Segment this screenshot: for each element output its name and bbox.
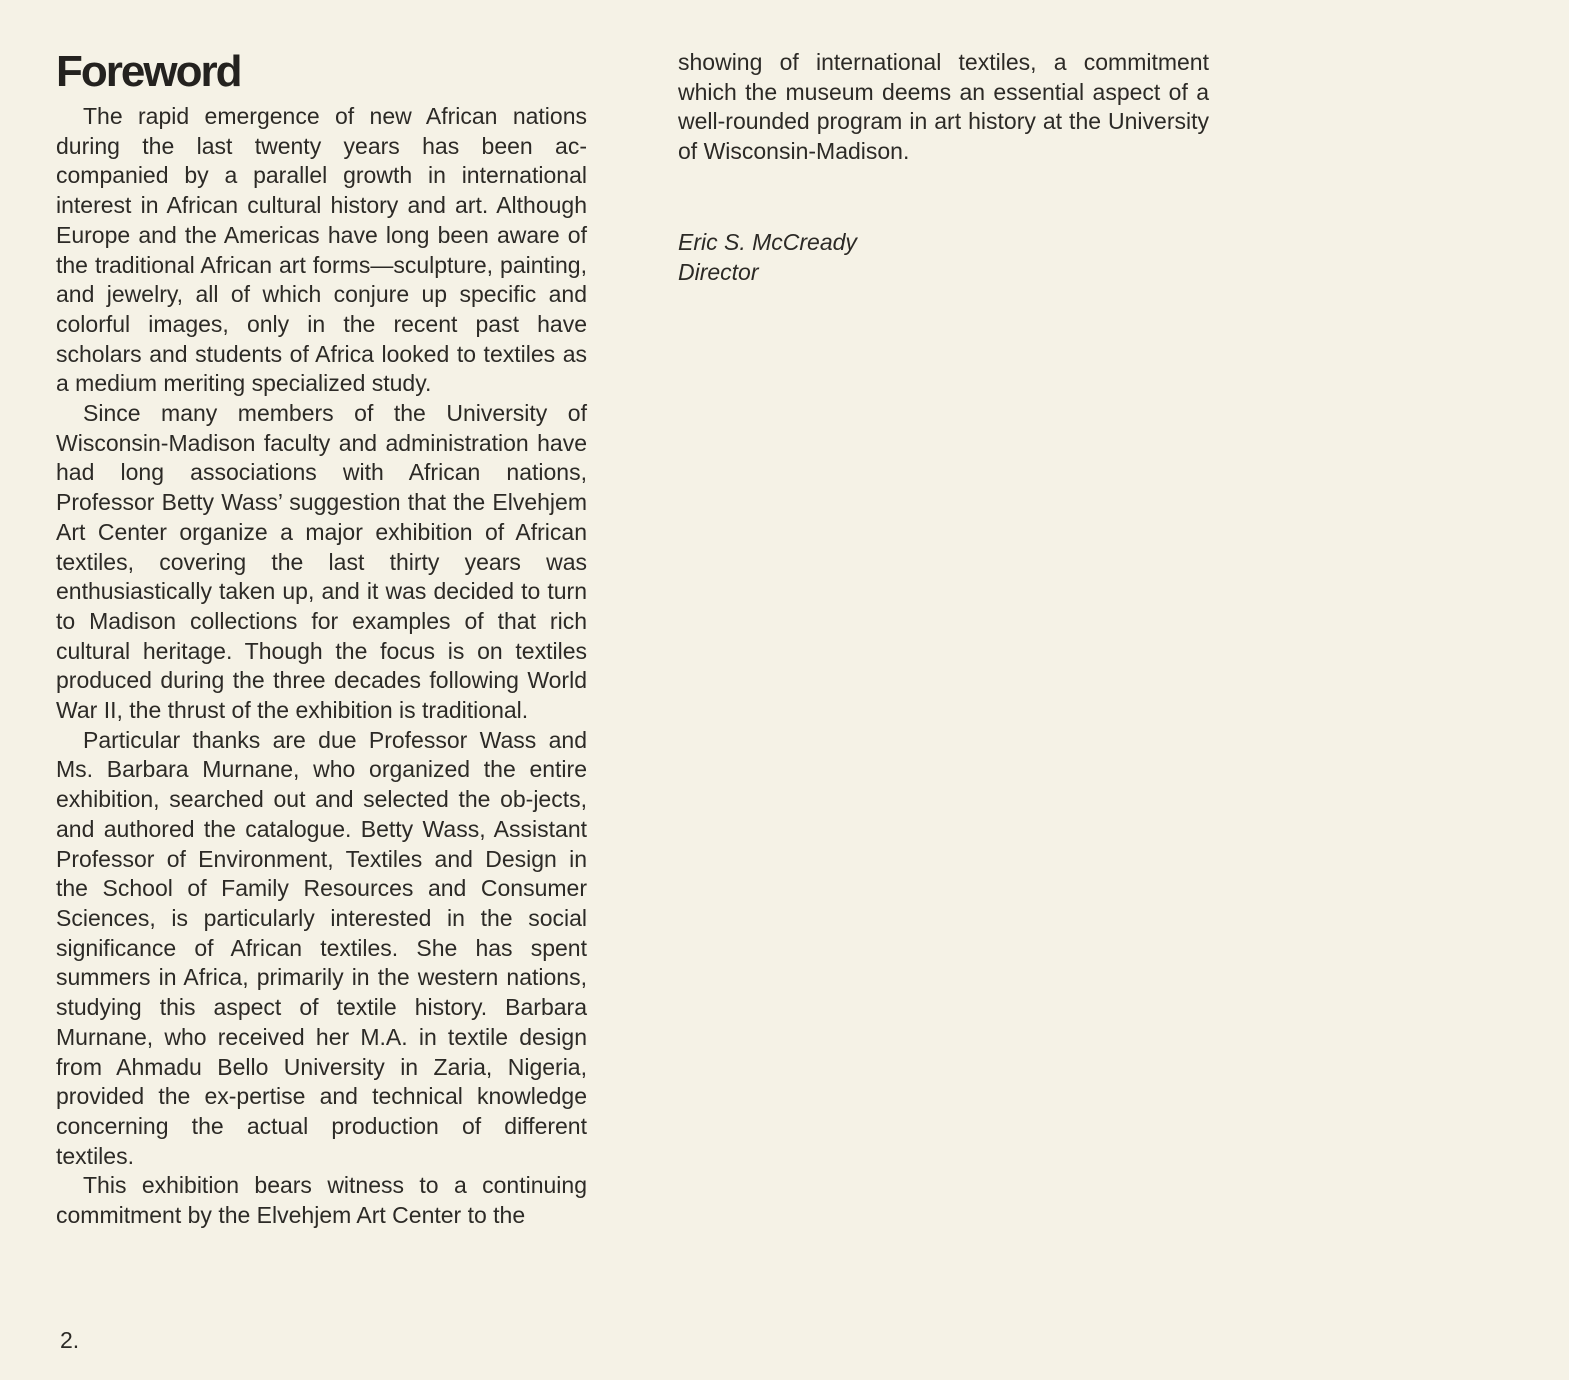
page-title: Foreword xyxy=(56,47,241,96)
right-column xyxy=(678,48,1209,287)
signature-name: Eric S. McCready xyxy=(678,228,857,255)
page-number: 2. xyxy=(60,1327,80,1353)
signature-role: Director xyxy=(678,258,759,285)
signature-block xyxy=(678,227,1209,287)
left-column xyxy=(56,48,587,1231)
paragraph-continuation: showing of international textiles, a commitment which the museum deems an essential aspect of a well-rounded program in art history at the University of Wisconsin-Madison. xyxy=(678,49,1209,165)
paragraph-2: Since many members of the University of Wisconsin-Madison faculty and administration have had long associations with African nations, Professor Betty Wass’ suggestion that the Elvehjem Art Center organize a major exhibition of African textiles, covering the last thirty years was enthusiastically taken up, and it was decided to turn to Madison collections for examples of that rich cultural heritage. Though the focus is on textiles produced during the three decades following World War II, the thrust of the exhibition is traditional. xyxy=(56,400,587,724)
paragraph-3: Particular thanks are due Professor Wass and Ms. Barbara Murnane, who organized the entire exhibition, searched out and selected the ob-jects, and authored the catalogue. Betty Wass, Assistant Professor of Environment, Textiles and Design in the School of Family Resources and Consumer Sciences, is particularly interested in the social significance of African textiles. She has spent summers in Africa, primarily in the western nations, studying this aspect of textile history. Barbara Murnane, who received her M.A. in textile design from Ahmadu Bello University in Zaria, Nigeria, provided the ex-pertise and technical knowledge concerning the actual production of different textiles. xyxy=(56,726,587,1169)
paragraph-1: The rapid emergence of new African nations during the last twenty years has been ac-companied by a parallel growth in international interest in African cultural history and art. Although Europe and the Americas have long been aware of the traditional African art forms—sculpture, painting, and jewelry, all of which conjure up specific and colorful images, only in the recent past have scholars and students of Africa looked to textiles as a medium meriting specialized study. xyxy=(56,103,587,397)
paragraph-4: This exhibition bears witness to a continuing commitment by the Elvehjem Art Center to the xyxy=(56,1172,587,1229)
